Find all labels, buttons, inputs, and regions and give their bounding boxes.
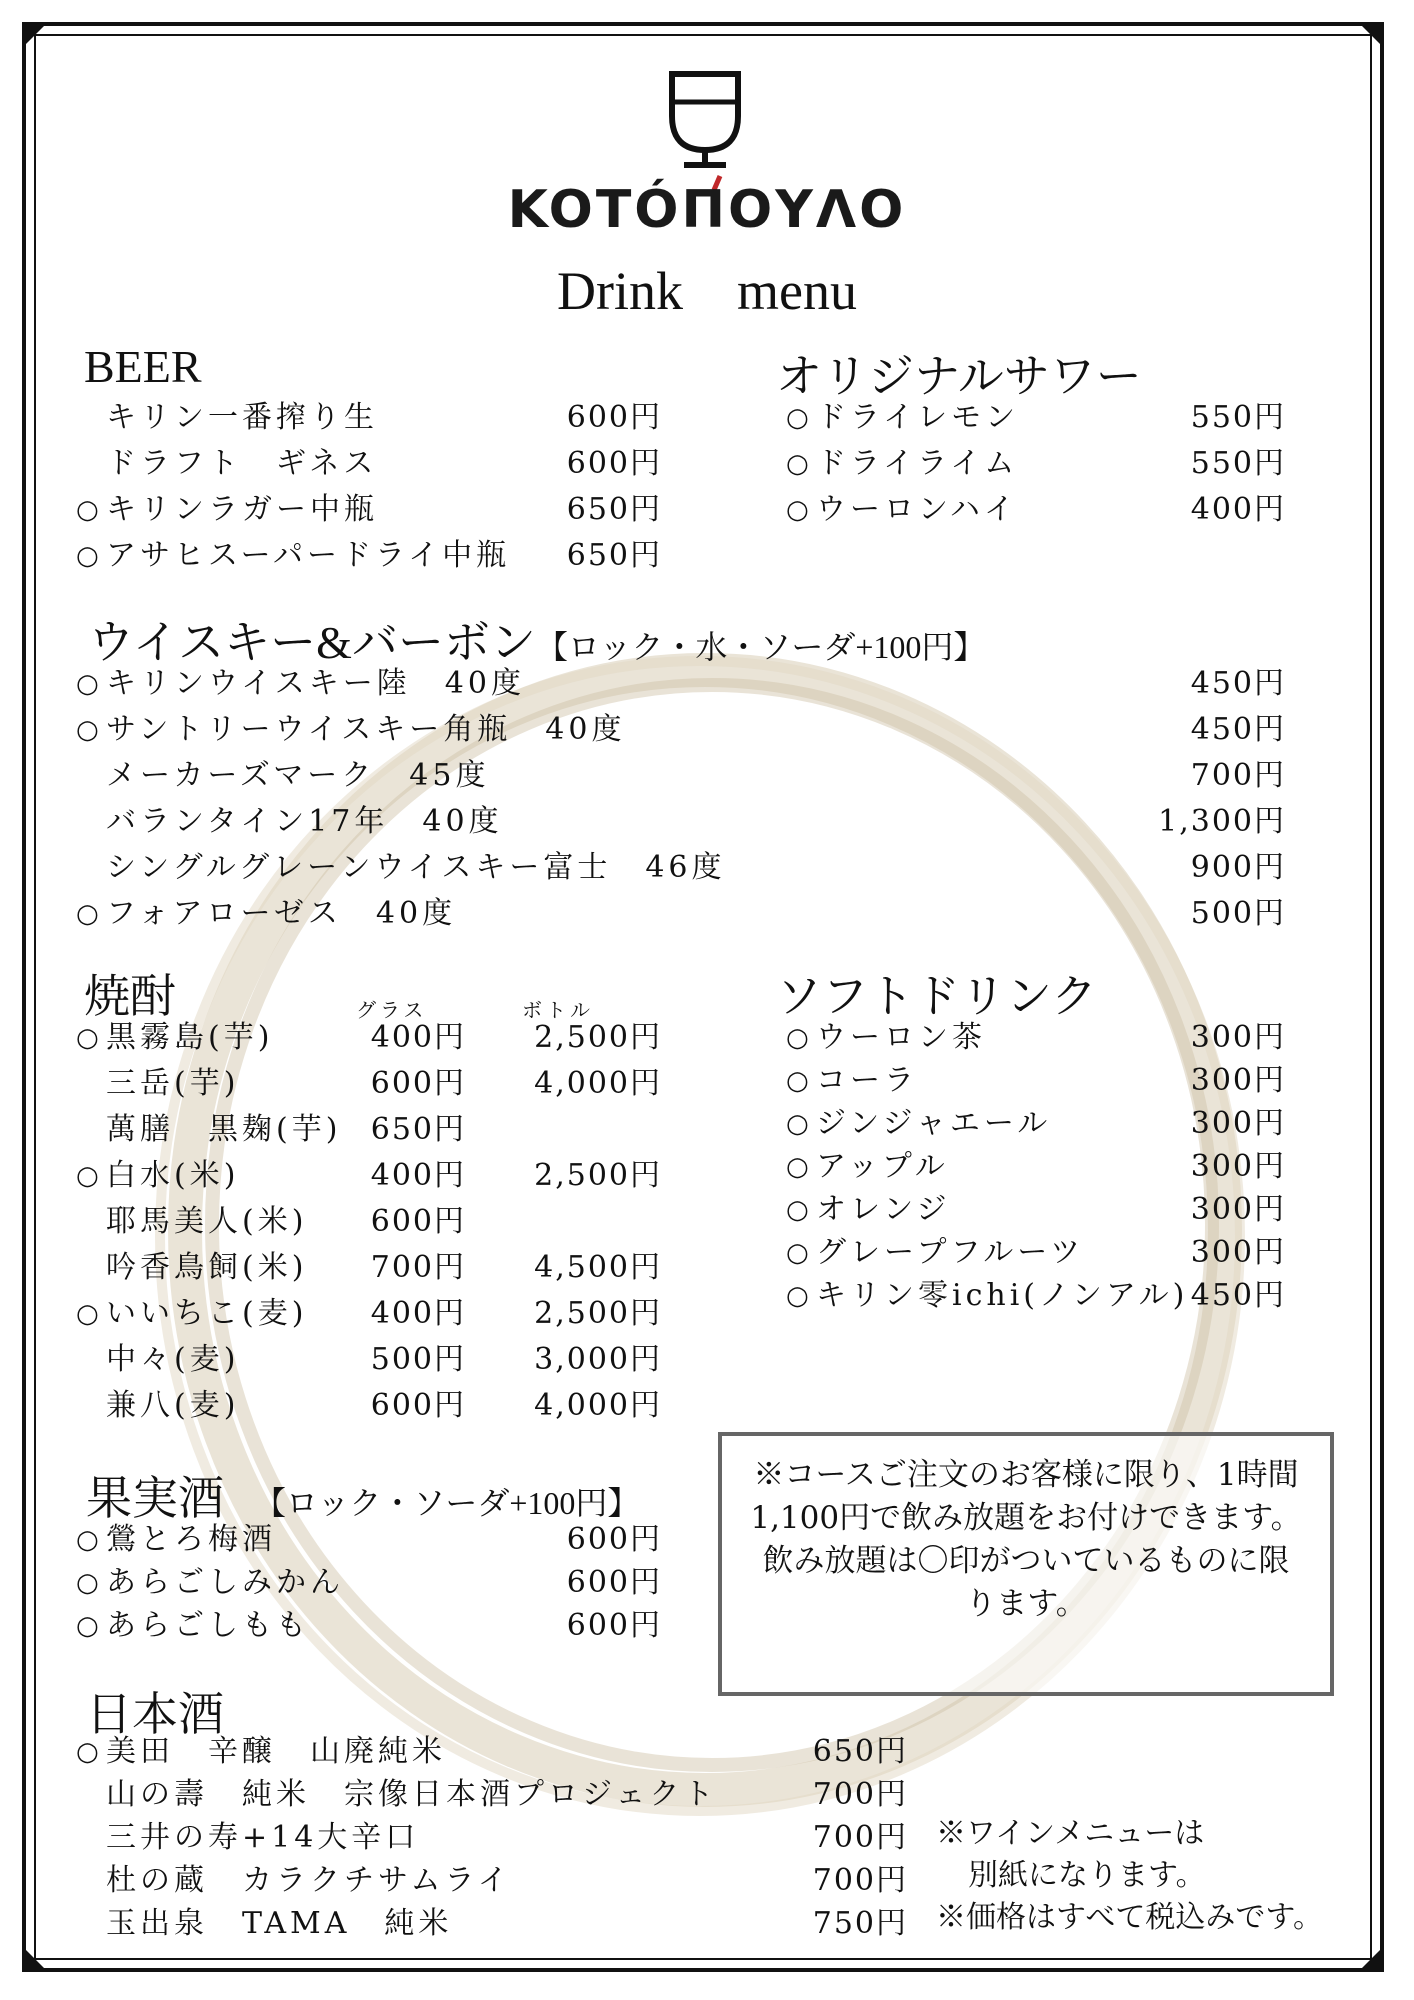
item-name: バランタイン17年 40度 — [106, 804, 503, 839]
bottle-price: 4,500円 — [534, 1250, 662, 1285]
item-price: 550円 — [1190, 400, 1286, 435]
menu-row — [76, 802, 1286, 842]
menu-row — [76, 1520, 662, 1560]
all-you-can-drink-mark: ○ — [76, 715, 99, 745]
item-name: 耶馬美人(米) — [106, 1204, 308, 1239]
item-name: ドライレモン — [816, 400, 1020, 435]
menu-row — [76, 1110, 662, 1150]
beer-heading: BEER — [84, 341, 202, 392]
item-name: 中々(麦) — [106, 1342, 240, 1377]
item-name: 三井の寿+14大辛口 — [106, 1820, 420, 1855]
all-you-can-drink-mark: ○ — [76, 1737, 99, 1767]
soft-heading: ソフトドリンク — [776, 971, 1098, 1022]
menu-row — [76, 536, 662, 576]
wine-note-2: 別紙になります。 — [968, 1858, 1206, 1893]
menu-row — [76, 1294, 662, 1334]
item-price: 450円 — [1190, 712, 1286, 747]
shochu-heading: 焼酎 — [84, 971, 176, 1022]
menu-row — [786, 490, 1286, 530]
shochu-col-glass: グラス — [356, 998, 428, 1022]
menu-title: Drink menu — [557, 261, 857, 321]
menu-row — [76, 756, 1286, 796]
all-you-can-drink-mark: ○ — [76, 495, 99, 525]
item-name: キリン零ichi(ノンアル) — [816, 1278, 1189, 1313]
all-you-can-drink-mark: ○ — [76, 1161, 99, 1191]
all-you-can-drink-mark: ○ — [786, 1152, 809, 1182]
item-name: あらごしみかん — [106, 1565, 344, 1600]
sake-heading: 日本酒 — [86, 1689, 224, 1740]
item-name: シングルグレーンウイスキー富士 46度 — [106, 850, 726, 885]
item-price: 600円 — [566, 1565, 662, 1600]
item-name: フォアローゼス 40度 — [106, 896, 457, 931]
menu-row — [786, 1061, 1286, 1101]
whisky-heading-text: ウイスキー&バーボン — [88, 617, 536, 668]
item-name: 白水(米) — [106, 1158, 240, 1193]
item-name: 杜の蔵 カラクチサムライ — [106, 1863, 512, 1898]
tax-note: ※価格はすべて税込みです。 — [936, 1900, 1323, 1935]
shochu-col-bottle: ボトル — [522, 998, 594, 1022]
corner-ornament — [22, 1946, 48, 1972]
item-name: ウーロン茶 — [816, 1020, 986, 1055]
bottle-price: 2,500円 — [534, 1158, 662, 1193]
bottle-price: 3,000円 — [534, 1342, 662, 1377]
all-you-can-drink-mark: ○ — [786, 495, 809, 525]
menu-row — [76, 1775, 908, 1815]
item-name: 黒霧島(芋) — [106, 1020, 274, 1055]
all-you-can-drink-mark: ○ — [786, 1066, 809, 1096]
menu-row — [76, 894, 1286, 934]
menu-row — [76, 1156, 662, 1196]
all-you-can-drink-mark: ○ — [786, 403, 809, 433]
bottle-price: 4,000円 — [534, 1066, 662, 1101]
all-you-can-drink-mark: ○ — [76, 1525, 99, 1555]
menu-row — [76, 1202, 662, 1242]
all-you-can-drink-mark: ○ — [76, 1299, 99, 1329]
glass-price: 600円 — [370, 1388, 466, 1423]
menu-row — [786, 1018, 1286, 1058]
item-name: 吟香鳥飼(米) — [106, 1250, 308, 1285]
all-you-can-drink-mark: ○ — [76, 1568, 99, 1598]
menu-row — [76, 1861, 908, 1901]
item-price: 550円 — [1190, 446, 1286, 481]
item-name: ウーロンハイ — [816, 492, 1018, 527]
menu-row — [76, 1386, 662, 1426]
menu-row — [76, 1563, 662, 1603]
glass-price: 400円 — [370, 1296, 466, 1331]
item-price: 750円 — [812, 1906, 908, 1941]
item-name: キリンラガー中瓶 — [106, 492, 378, 527]
item-price: 450円 — [1190, 666, 1286, 701]
item-price: 400円 — [1190, 492, 1286, 527]
item-price: 500円 — [1190, 896, 1286, 931]
item-name: サントリーウイスキー角瓶 40度 — [106, 712, 626, 747]
fruit-heading-text: 果実酒 — [86, 1473, 224, 1524]
all-you-can-drink-mark: ○ — [786, 1281, 809, 1311]
item-price: 300円 — [1190, 1235, 1286, 1270]
bottle-price: 2,500円 — [534, 1020, 662, 1055]
item-price: 300円 — [1190, 1192, 1286, 1227]
bottle-price: 2,500円 — [534, 1296, 662, 1331]
menu-row — [76, 1732, 908, 1772]
all-you-can-drink-notice — [718, 1432, 1334, 1696]
item-name: あらごしもも — [106, 1608, 310, 1643]
item-price: 300円 — [1190, 1106, 1286, 1141]
menu-row — [76, 848, 1286, 888]
whisky-heading — [88, 606, 985, 672]
whisky-subheading: 【ロック・水・ソーダ+100円】 — [535, 629, 986, 665]
item-price: 600円 — [566, 1608, 662, 1643]
item-name: グレープフルーツ — [816, 1235, 1085, 1270]
item-price: 300円 — [1190, 1020, 1286, 1055]
menu-row — [76, 1248, 662, 1288]
menu-row — [786, 444, 1286, 484]
menu-row — [76, 1340, 662, 1380]
item-name: ドライライム — [816, 446, 1019, 481]
item-name: メーカーズマーク 45度 — [106, 758, 490, 793]
item-price: 700円 — [812, 1820, 908, 1855]
item-name: 山の壽 純米 宗像日本酒プロジェクト — [106, 1777, 718, 1812]
menu-row — [786, 1233, 1286, 1273]
glass-price: 700円 — [370, 1250, 466, 1285]
menu-row — [76, 490, 662, 530]
bottle-price: 4,000円 — [534, 1388, 662, 1423]
item-name: オレンジ — [816, 1192, 951, 1227]
item-name: 萬膳 黒麹(芋) — [106, 1112, 342, 1147]
item-price: 450円 — [1190, 1278, 1286, 1313]
notice-line: ※コースご注文のお客様に限り、1時間 — [753, 1457, 1299, 1493]
all-you-can-drink-mark: ○ — [76, 1023, 99, 1053]
item-name: 兼八(麦) — [106, 1388, 240, 1423]
notice-line: 飲み放題は〇印がついているものに限 — [762, 1543, 1290, 1579]
item-name: ドラフト ギネス — [106, 446, 378, 481]
item-price: 700円 — [812, 1863, 908, 1898]
glass-price: 600円 — [370, 1066, 466, 1101]
item-price: 650円 — [566, 492, 662, 527]
glass-price: 650円 — [370, 1112, 466, 1147]
all-you-can-drink-mark: ○ — [76, 899, 99, 929]
notice-line: ります。 — [965, 1586, 1087, 1622]
menu-row — [786, 1147, 1286, 1187]
item-name: 三岳(芋) — [106, 1066, 240, 1101]
menu-row — [76, 1818, 908, 1858]
all-you-can-drink-mark: ○ — [786, 1023, 809, 1053]
item-price: 650円 — [812, 1734, 908, 1769]
glass-price: 400円 — [370, 1020, 466, 1055]
glass-price: 400円 — [370, 1158, 466, 1193]
item-price: 300円 — [1190, 1149, 1286, 1184]
item-name: 美田 辛醸 山廃純米 — [106, 1734, 446, 1769]
brand-logo: KOTÓΠΟΥΛΟ — [507, 180, 907, 240]
item-name: キリン一番搾り生 — [106, 400, 378, 435]
item-name: 玉出泉 TAMA 純米 — [106, 1906, 453, 1941]
item-name: キリンウイスキー陸 40度 — [106, 666, 525, 701]
menu-row — [76, 444, 662, 484]
item-price: 650円 — [566, 538, 662, 573]
all-you-can-drink-mark: ○ — [76, 669, 99, 699]
menu-row — [786, 1104, 1286, 1144]
item-name: アップル — [816, 1149, 949, 1184]
fruit-heading — [86, 1462, 639, 1528]
menu-row — [786, 1190, 1286, 1230]
item-price: 1,300円 — [1158, 804, 1286, 839]
menu-row — [786, 398, 1286, 438]
wine-note: ※ワインメニューは — [936, 1816, 1205, 1851]
all-you-can-drink-mark: ○ — [786, 1195, 809, 1225]
item-price: 900円 — [1190, 850, 1286, 885]
item-price: 700円 — [1190, 758, 1286, 793]
menu-row — [76, 1606, 662, 1646]
item-name: ジンジャエール — [816, 1106, 1052, 1141]
menu-row — [76, 710, 1286, 750]
menu-row — [76, 1904, 908, 1944]
corner-ornament — [1358, 1946, 1384, 1972]
glass-price: 500円 — [370, 1342, 466, 1377]
item-price: 600円 — [566, 400, 662, 435]
item-name: いいちこ(麦) — [106, 1296, 308, 1331]
all-you-can-drink-mark: ○ — [786, 1238, 809, 1268]
item-price: 600円 — [566, 446, 662, 481]
menu-row — [76, 1064, 662, 1104]
all-you-can-drink-mark: ○ — [786, 449, 809, 479]
all-you-can-drink-mark: ○ — [786, 1109, 809, 1139]
fruit-subheading: 【ロック・ソーダ+100円】 — [270, 1485, 640, 1521]
all-you-can-drink-mark: ○ — [76, 1611, 99, 1641]
menu-row — [76, 1018, 662, 1058]
item-price: 300円 — [1190, 1063, 1286, 1098]
notice-line: 1,100円で飲み放題をお付けできます。 — [750, 1500, 1302, 1536]
all-you-can-drink-mark: ○ — [76, 541, 99, 571]
glass-price: 600円 — [370, 1204, 466, 1239]
item-name: 鶯とろ梅酒 — [106, 1522, 276, 1557]
item-name: コーラ — [816, 1063, 918, 1098]
item-name: アサヒスーパードライ中瓶 — [106, 538, 511, 573]
item-price: 600円 — [566, 1522, 662, 1557]
item-price: 700円 — [812, 1777, 908, 1812]
menu-row — [76, 664, 1286, 704]
sour-heading: オリジナルサワー — [776, 351, 1142, 402]
menu-row — [786, 1276, 1286, 1316]
menu-row — [76, 398, 662, 438]
